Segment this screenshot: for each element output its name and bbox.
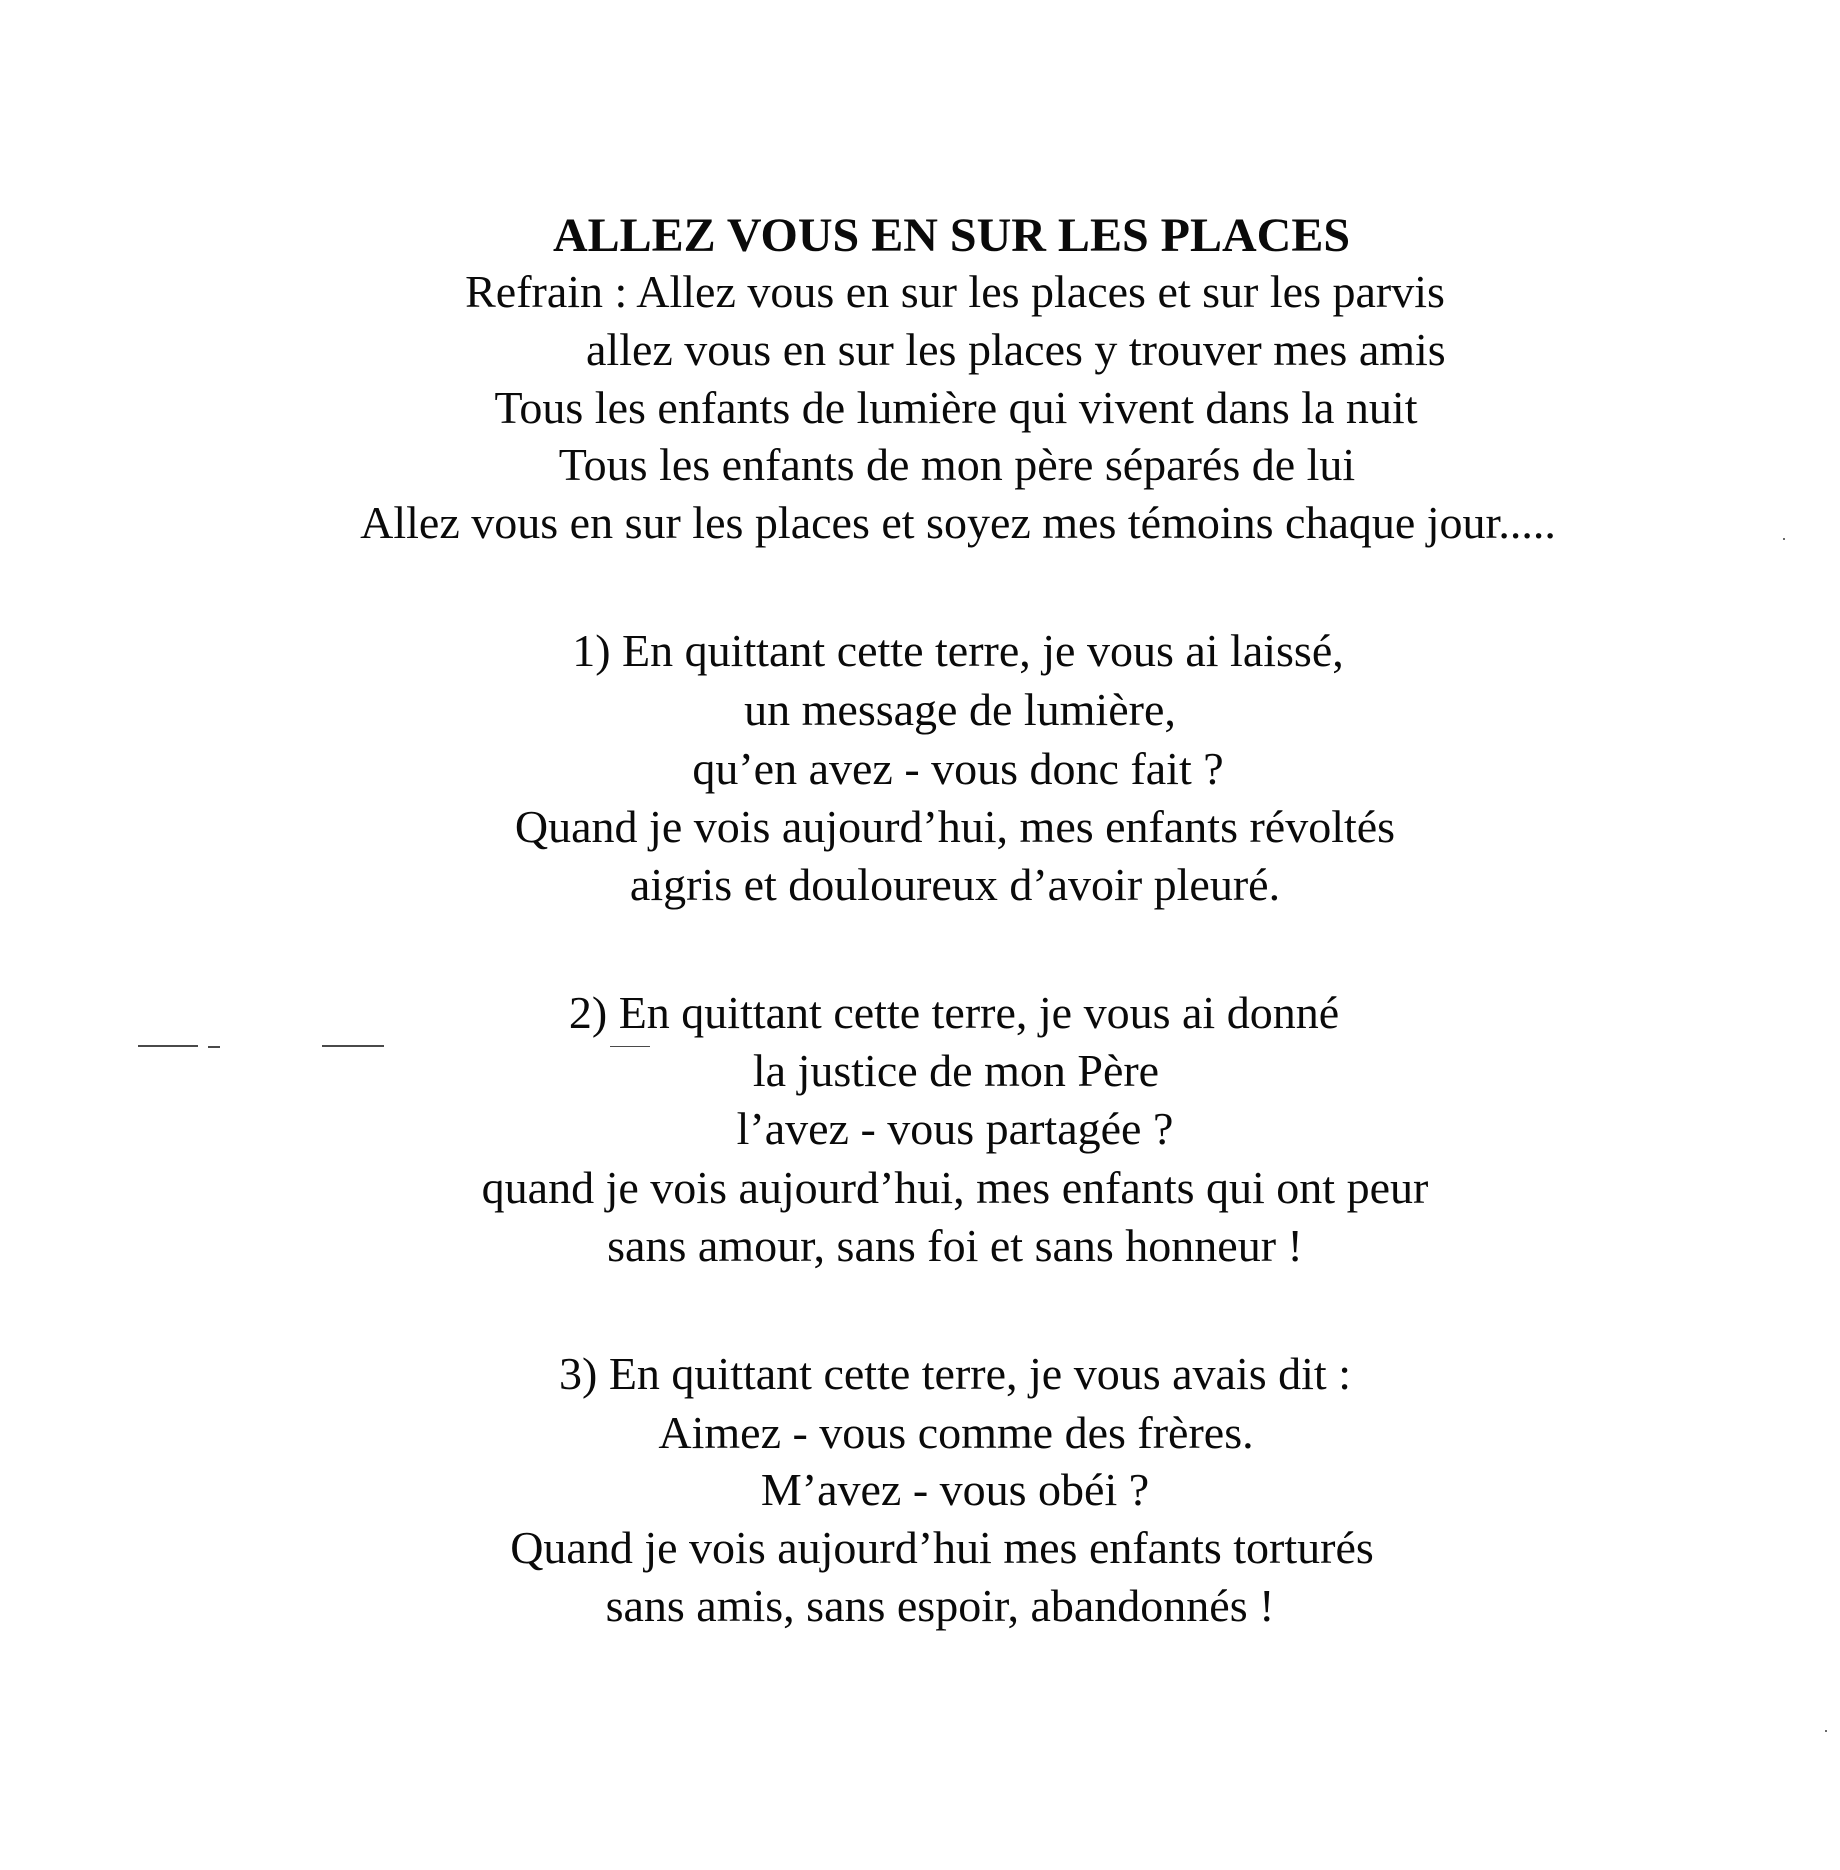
verse-3-line-1: 3) En quittant cette terre, je vous avais dit : <box>559 1348 1351 1399</box>
scan-artifact-dot <box>1825 1730 1827 1732</box>
verse-3-line-5: sans amis, sans espoir, abandonnés ! <box>605 1580 1275 1631</box>
song-title: ALLEZ VOUS EN SUR LES PLACES <box>552 209 1351 262</box>
scan-artifact-dash <box>138 1045 198 1047</box>
scan-artifact-dash <box>322 1045 384 1047</box>
verse-3-line-3: M’avez - vous obéi ? <box>760 1464 1150 1515</box>
refrain-line-2: allez vous en sur les places y trouver mes amis <box>586 324 1446 375</box>
verse-1-line-5: aigris et douloureux d’avoir pleuré. <box>629 859 1281 910</box>
refrain-line-1: Refrain : Allez vous en sur les places et sur les parvis <box>465 266 1445 317</box>
refrain-line-3: Tous les enfants de lumière qui vivent dans la nuit <box>494 382 1418 433</box>
verse-1-line-2: un message de lumière, <box>744 684 1176 735</box>
scan-artifact-dot <box>1783 538 1785 540</box>
verse-3-line-2: Aimez - vous comme des frères. <box>658 1407 1254 1458</box>
refrain-line-4: Tous les enfants de mon père séparés de lui <box>558 439 1356 490</box>
verse-1-line-3: qu’en avez - vous donc fait ? <box>692 743 1224 794</box>
scan-artifact-dash <box>610 1046 650 1047</box>
verse-2-line-3: l’avez - vous partagée ? <box>736 1103 1174 1154</box>
verse-3-line-4: Quand je vois aujourd’hui mes enfants torturés <box>510 1522 1374 1573</box>
verse-2-line-2: la justice de mon Père <box>752 1045 1160 1096</box>
scan-artifact-dash <box>208 1046 220 1048</box>
verse-1-line-1: 1) En quittant cette terre, je vous ai laissé, <box>572 625 1344 676</box>
verse-2-line-4: quand je vois aujourd’hui, mes enfants qui ont peur <box>481 1162 1429 1213</box>
verse-2-line-5: sans amour, sans foi et sans honneur ! <box>607 1220 1303 1271</box>
verse-2-line-1: 2) En quittant cette terre, je vous ai donné <box>568 987 1340 1038</box>
refrain-line-5: Allez vous en sur les places et soyez mes témoins chaque jour..... <box>360 497 1556 548</box>
verse-1-line-4: Quand je vois aujourd’hui, mes enfants révoltés <box>514 801 1396 852</box>
